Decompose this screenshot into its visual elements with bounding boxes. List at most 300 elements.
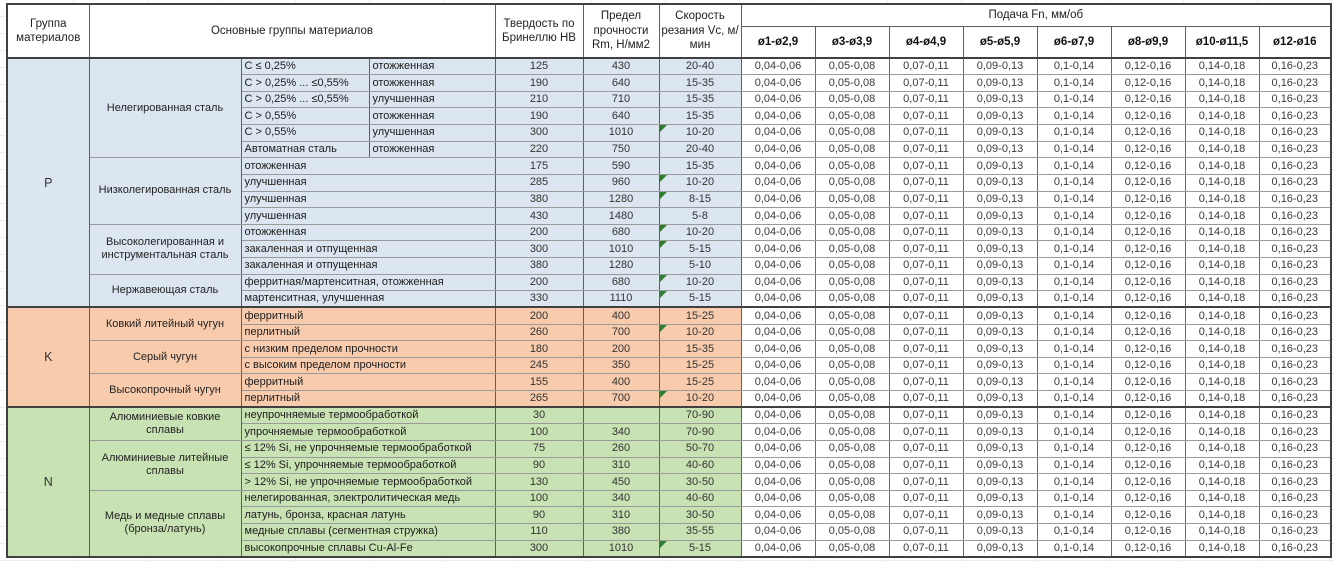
feed-value-cell[interactable]: 0,14-0,18	[1185, 391, 1259, 408]
feed-value-cell[interactable]: 0,12-0,16	[1111, 457, 1185, 474]
feed-value-cell[interactable]: 0,07-0,11	[889, 274, 963, 291]
feed-value-cell[interactable]: 0,07-0,11	[889, 75, 963, 92]
material-description-cell[interactable]: медные сплавы (сегментная стружка)	[241, 524, 495, 541]
feed-value-cell[interactable]: 0,12-0,16	[1111, 490, 1185, 507]
feed-value-cell[interactable]: 0,1-0,14	[1037, 291, 1111, 308]
material-condition-cell[interactable]: C > 0,55%	[241, 108, 369, 125]
feed-value-cell[interactable]: 0,16-0,23	[1259, 208, 1331, 225]
feed-value-cell[interactable]: 0,14-0,18	[1185, 474, 1259, 491]
strength-cell[interactable]: 640	[583, 75, 659, 92]
feed-value-cell[interactable]: 0,12-0,16	[1111, 524, 1185, 541]
strength-cell[interactable]: 310	[583, 457, 659, 474]
feed-value-cell[interactable]: 0,16-0,23	[1259, 258, 1331, 275]
material-state-cell[interactable]: отожженная	[369, 108, 495, 125]
header-diameter-8[interactable]: ø12-ø16	[1259, 26, 1331, 58]
material-description-cell[interactable]: закаленная и отпущенная	[241, 258, 495, 275]
strength-cell[interactable]	[583, 407, 659, 424]
feed-value-cell[interactable]: 0,14-0,18	[1185, 158, 1259, 175]
subgroup-name-cell[interactable]: Высокопрочный чугун	[89, 374, 241, 407]
strength-cell[interactable]: 1010	[583, 241, 659, 258]
hardness-cell[interactable]: 300	[495, 540, 583, 557]
feed-value-cell[interactable]: 0,16-0,23	[1259, 307, 1331, 324]
feed-value-cell[interactable]: 0,12-0,16	[1111, 258, 1185, 275]
feed-value-cell[interactable]: 0,1-0,14	[1037, 58, 1111, 75]
hardness-cell[interactable]: 260	[495, 324, 583, 341]
feed-value-cell[interactable]: 0,04-0,06	[741, 91, 815, 108]
feed-value-cell[interactable]: 0,04-0,06	[741, 75, 815, 92]
header-cutting-speed[interactable]: Скорость резания Vc, м/мин	[659, 4, 741, 58]
feed-value-cell[interactable]: 0,04-0,06	[741, 158, 815, 175]
feed-value-cell[interactable]: 0,09-0,13	[963, 374, 1037, 391]
hardness-cell[interactable]: 285	[495, 174, 583, 191]
feed-value-cell[interactable]: 0,16-0,23	[1259, 125, 1331, 142]
strength-cell[interactable]: 700	[583, 324, 659, 341]
feed-value-cell[interactable]: 0,16-0,23	[1259, 357, 1331, 374]
material-description-cell[interactable]: латунь, бронза, красная латунь	[241, 507, 495, 524]
group-letter-cell[interactable]: K	[7, 307, 89, 407]
feed-value-cell[interactable]: 0,05-0,08	[815, 241, 889, 258]
feed-value-cell[interactable]: 0,04-0,06	[741, 174, 815, 191]
feed-value-cell[interactable]: 0,07-0,11	[889, 457, 963, 474]
feed-value-cell[interactable]: 0,07-0,11	[889, 307, 963, 324]
feed-value-cell[interactable]: 0,04-0,06	[741, 457, 815, 474]
header-tensile-strength[interactable]: Предел прочности Rm, Н/мм2	[583, 4, 659, 58]
feed-value-cell[interactable]: 0,16-0,23	[1259, 341, 1331, 358]
feed-value-cell[interactable]: 0,16-0,23	[1259, 440, 1331, 457]
feed-value-cell[interactable]: 0,05-0,08	[815, 258, 889, 275]
material-state-cell[interactable]: улучшенная	[369, 125, 495, 142]
feed-value-cell[interactable]: 0,1-0,14	[1037, 91, 1111, 108]
material-description-cell[interactable]: улучшенная	[241, 174, 495, 191]
feed-value-cell[interactable]: 0,05-0,08	[815, 391, 889, 408]
hardness-cell[interactable]: 155	[495, 374, 583, 391]
hardness-cell[interactable]: 380	[495, 258, 583, 275]
feed-value-cell[interactable]: 0,16-0,23	[1259, 75, 1331, 92]
feed-value-cell[interactable]: 0,1-0,14	[1037, 424, 1111, 441]
feed-value-cell[interactable]: 0,12-0,16	[1111, 407, 1185, 424]
feed-value-cell[interactable]: 0,04-0,06	[741, 108, 815, 125]
feed-value-cell[interactable]: 0,07-0,11	[889, 208, 963, 225]
feed-value-cell[interactable]: 0,04-0,06	[741, 307, 815, 324]
feed-value-cell[interactable]: 0,1-0,14	[1037, 158, 1111, 175]
material-condition-cell[interactable]: C ≤ 0,25%	[241, 58, 369, 75]
feed-value-cell[interactable]: 0,14-0,18	[1185, 524, 1259, 541]
feed-value-cell[interactable]: 0,14-0,18	[1185, 307, 1259, 324]
feed-value-cell[interactable]: 0,14-0,18	[1185, 108, 1259, 125]
material-description-cell[interactable]: отожженная	[241, 158, 495, 175]
feed-value-cell[interactable]: 0,09-0,13	[963, 91, 1037, 108]
cutting-speed-cell[interactable]: 30-50	[659, 474, 741, 491]
feed-value-cell[interactable]: 0,07-0,11	[889, 258, 963, 275]
feed-value-cell[interactable]: 0,1-0,14	[1037, 208, 1111, 225]
feed-value-cell[interactable]: 0,04-0,06	[741, 241, 815, 258]
subgroup-name-cell[interactable]: Ковкий литейный чугун	[89, 307, 241, 340]
strength-cell[interactable]: 400	[583, 307, 659, 324]
header-diameter-4[interactable]: ø5-ø5,9	[963, 26, 1037, 58]
hardness-cell[interactable]: 380	[495, 191, 583, 208]
feed-value-cell[interactable]: 0,16-0,23	[1259, 424, 1331, 441]
feed-value-cell[interactable]: 0,04-0,06	[741, 291, 815, 308]
feed-value-cell[interactable]: 0,1-0,14	[1037, 324, 1111, 341]
feed-value-cell[interactable]: 0,14-0,18	[1185, 540, 1259, 557]
feed-value-cell[interactable]: 0,09-0,13	[963, 324, 1037, 341]
strength-cell[interactable]: 350	[583, 357, 659, 374]
feed-value-cell[interactable]: 0,1-0,14	[1037, 407, 1111, 424]
feed-value-cell[interactable]: 0,09-0,13	[963, 108, 1037, 125]
cutting-speed-cell[interactable]: 5-15	[659, 540, 741, 557]
header-diameter-2[interactable]: ø3-ø3,9	[815, 26, 889, 58]
feed-value-cell[interactable]: 0,1-0,14	[1037, 391, 1111, 408]
feed-value-cell[interactable]: 0,16-0,23	[1259, 540, 1331, 557]
feed-value-cell[interactable]: 0,04-0,06	[741, 474, 815, 491]
material-description-cell[interactable]: ферритная/мартенситная, отожженная	[241, 274, 495, 291]
material-description-cell[interactable]: высокопрочные сплавы Cu-Al-Fe	[241, 540, 495, 557]
feed-value-cell[interactable]: 0,14-0,18	[1185, 424, 1259, 441]
feed-value-cell[interactable]: 0,14-0,18	[1185, 440, 1259, 457]
feed-value-cell[interactable]: 0,1-0,14	[1037, 374, 1111, 391]
material-description-cell[interactable]: неупрочняемые термообработкой	[241, 407, 495, 424]
feed-value-cell[interactable]: 0,07-0,11	[889, 58, 963, 75]
subgroup-name-cell[interactable]: Алюминиевые ковкие сплавы	[89, 407, 241, 440]
hardness-cell[interactable]: 245	[495, 357, 583, 374]
feed-value-cell[interactable]: 0,09-0,13	[963, 524, 1037, 541]
feed-value-cell[interactable]: 0,16-0,23	[1259, 507, 1331, 524]
hardness-cell[interactable]: 200	[495, 224, 583, 241]
feed-value-cell[interactable]: 0,1-0,14	[1037, 274, 1111, 291]
feed-value-cell[interactable]: 0,04-0,06	[741, 258, 815, 275]
feed-value-cell[interactable]: 0,16-0,23	[1259, 174, 1331, 191]
feed-value-cell[interactable]: 0,04-0,06	[741, 324, 815, 341]
feed-value-cell[interactable]: 0,05-0,08	[815, 540, 889, 557]
feed-value-cell[interactable]: 0,09-0,13	[963, 174, 1037, 191]
feed-value-cell[interactable]: 0,12-0,16	[1111, 424, 1185, 441]
strength-cell[interactable]: 640	[583, 108, 659, 125]
feed-value-cell[interactable]: 0,1-0,14	[1037, 108, 1111, 125]
feed-value-cell[interactable]: 0,14-0,18	[1185, 274, 1259, 291]
feed-value-cell[interactable]: 0,1-0,14	[1037, 125, 1111, 142]
material-state-cell[interactable]: отожженная	[369, 75, 495, 92]
feed-value-cell[interactable]: 0,05-0,08	[815, 307, 889, 324]
feed-value-cell[interactable]: 0,05-0,08	[815, 274, 889, 291]
cutting-speed-cell[interactable]: 10-20	[659, 224, 741, 241]
feed-value-cell[interactable]: 0,12-0,16	[1111, 125, 1185, 142]
hardness-cell[interactable]: 110	[495, 524, 583, 541]
feed-value-cell[interactable]: 0,07-0,11	[889, 391, 963, 408]
feed-value-cell[interactable]: 0,07-0,11	[889, 241, 963, 258]
feed-value-cell[interactable]: 0,14-0,18	[1185, 374, 1259, 391]
feed-value-cell[interactable]: 0,16-0,23	[1259, 241, 1331, 258]
feed-value-cell[interactable]: 0,09-0,13	[963, 291, 1037, 308]
feed-value-cell[interactable]: 0,1-0,14	[1037, 524, 1111, 541]
feed-value-cell[interactable]: 0,05-0,08	[815, 474, 889, 491]
material-state-cell[interactable]: отожженная	[369, 58, 495, 75]
material-description-cell[interactable]: ≤ 12% Si, не упрочняемые термообработкой	[241, 440, 495, 457]
feed-value-cell[interactable]: 0,04-0,06	[741, 374, 815, 391]
feed-value-cell[interactable]: 0,12-0,16	[1111, 75, 1185, 92]
hardness-cell[interactable]: 220	[495, 141, 583, 158]
strength-cell[interactable]: 960	[583, 174, 659, 191]
header-feed-group[interactable]: Подача Fn, мм/об	[741, 4, 1331, 26]
strength-cell[interactable]: 1480	[583, 208, 659, 225]
feed-value-cell[interactable]: 0,1-0,14	[1037, 490, 1111, 507]
feed-value-cell[interactable]: 0,09-0,13	[963, 507, 1037, 524]
feed-value-cell[interactable]: 0,07-0,11	[889, 507, 963, 524]
feed-value-cell[interactable]: 0,16-0,23	[1259, 457, 1331, 474]
feed-value-cell[interactable]: 0,05-0,08	[815, 490, 889, 507]
strength-cell[interactable]: 340	[583, 424, 659, 441]
cutting-speed-cell[interactable]: 70-90	[659, 424, 741, 441]
feed-value-cell[interactable]: 0,16-0,23	[1259, 474, 1331, 491]
strength-cell[interactable]: 700	[583, 391, 659, 408]
feed-value-cell[interactable]: 0,1-0,14	[1037, 241, 1111, 258]
feed-value-cell[interactable]: 0,04-0,06	[741, 274, 815, 291]
cutting-speed-cell[interactable]: 15-25	[659, 357, 741, 374]
feed-value-cell[interactable]: 0,12-0,16	[1111, 474, 1185, 491]
strength-cell[interactable]: 430	[583, 58, 659, 75]
feed-value-cell[interactable]: 0,04-0,06	[741, 440, 815, 457]
strength-cell[interactable]: 200	[583, 341, 659, 358]
cutting-speed-cell[interactable]: 20-40	[659, 141, 741, 158]
feed-value-cell[interactable]: 0,12-0,16	[1111, 374, 1185, 391]
feed-value-cell[interactable]: 0,05-0,08	[815, 341, 889, 358]
header-diameter-1[interactable]: ø1-ø2,9	[741, 26, 815, 58]
feed-value-cell[interactable]: 0,05-0,08	[815, 424, 889, 441]
feed-value-cell[interactable]: 0,1-0,14	[1037, 307, 1111, 324]
feed-value-cell[interactable]: 0,14-0,18	[1185, 75, 1259, 92]
hardness-cell[interactable]: 330	[495, 291, 583, 308]
material-description-cell[interactable]: ферритный	[241, 374, 495, 391]
feed-value-cell[interactable]: 0,05-0,08	[815, 324, 889, 341]
header-diameter-7[interactable]: ø10-ø11,5	[1185, 26, 1259, 58]
strength-cell[interactable]: 1110	[583, 291, 659, 308]
feed-value-cell[interactable]: 0,05-0,08	[815, 357, 889, 374]
cutting-speed-cell[interactable]: 35-55	[659, 524, 741, 541]
feed-value-cell[interactable]: 0,1-0,14	[1037, 457, 1111, 474]
cutting-speed-cell[interactable]: 10-20	[659, 274, 741, 291]
feed-value-cell[interactable]: 0,07-0,11	[889, 125, 963, 142]
cutting-speed-cell[interactable]: 15-25	[659, 374, 741, 391]
header-diameter-3[interactable]: ø4-ø4,9	[889, 26, 963, 58]
feed-value-cell[interactable]: 0,07-0,11	[889, 91, 963, 108]
feed-value-cell[interactable]: 0,07-0,11	[889, 540, 963, 557]
feed-value-cell[interactable]: 0,07-0,11	[889, 374, 963, 391]
feed-value-cell[interactable]: 0,09-0,13	[963, 75, 1037, 92]
feed-value-cell[interactable]: 0,05-0,08	[815, 507, 889, 524]
feed-value-cell[interactable]: 0,09-0,13	[963, 141, 1037, 158]
feed-value-cell[interactable]: 0,04-0,06	[741, 341, 815, 358]
cutting-speed-cell[interactable]: 15-35	[659, 341, 741, 358]
hardness-cell[interactable]: 200	[495, 274, 583, 291]
feed-value-cell[interactable]: 0,05-0,08	[815, 374, 889, 391]
cutting-speed-cell[interactable]: 70-90	[659, 407, 741, 424]
cutting-speed-cell[interactable]: 10-20	[659, 174, 741, 191]
hardness-cell[interactable]: 265	[495, 391, 583, 408]
feed-value-cell[interactable]: 0,1-0,14	[1037, 191, 1111, 208]
feed-value-cell[interactable]: 0,09-0,13	[963, 158, 1037, 175]
feed-value-cell[interactable]: 0,07-0,11	[889, 440, 963, 457]
hardness-cell[interactable]: 210	[495, 91, 583, 108]
strength-cell[interactable]: 400	[583, 374, 659, 391]
strength-cell[interactable]: 380	[583, 524, 659, 541]
feed-value-cell[interactable]: 0,04-0,06	[741, 58, 815, 75]
material-description-cell[interactable]: ферритный	[241, 307, 495, 324]
material-description-cell[interactable]: с высоким пределом прочности	[241, 357, 495, 374]
feed-value-cell[interactable]: 0,12-0,16	[1111, 391, 1185, 408]
feed-value-cell[interactable]: 0,14-0,18	[1185, 357, 1259, 374]
feed-value-cell[interactable]: 0,16-0,23	[1259, 191, 1331, 208]
feed-value-cell[interactable]: 0,05-0,08	[815, 58, 889, 75]
feed-value-cell[interactable]: 0,16-0,23	[1259, 108, 1331, 125]
header-brinell-hardness[interactable]: Твердость по Бринеллю НВ	[495, 4, 583, 58]
hardness-cell[interactable]: 430	[495, 208, 583, 225]
cutting-speed-cell[interactable]: 50-70	[659, 440, 741, 457]
feed-value-cell[interactable]: 0,14-0,18	[1185, 507, 1259, 524]
feed-value-cell[interactable]: 0,14-0,18	[1185, 174, 1259, 191]
feed-value-cell[interactable]: 0,05-0,08	[815, 208, 889, 225]
strength-cell[interactable]: 340	[583, 490, 659, 507]
material-condition-cell[interactable]: C > 0,55%	[241, 125, 369, 142]
feed-value-cell[interactable]: 0,07-0,11	[889, 490, 963, 507]
feed-value-cell[interactable]: 0,12-0,16	[1111, 58, 1185, 75]
cutting-speed-cell[interactable]: 15-25	[659, 307, 741, 324]
feed-value-cell[interactable]: 0,09-0,13	[963, 341, 1037, 358]
feed-value-cell[interactable]: 0,05-0,08	[815, 291, 889, 308]
feed-value-cell[interactable]: 0,14-0,18	[1185, 324, 1259, 341]
feed-value-cell[interactable]: 0,12-0,16	[1111, 158, 1185, 175]
group-letter-cell[interactable]: N	[7, 407, 89, 557]
feed-value-cell[interactable]: 0,05-0,08	[815, 91, 889, 108]
feed-value-cell[interactable]: 0,12-0,16	[1111, 91, 1185, 108]
feed-value-cell[interactable]: 0,04-0,06	[741, 191, 815, 208]
subgroup-name-cell[interactable]: Нержавеющая сталь	[89, 274, 241, 307]
hardness-cell[interactable]: 90	[495, 457, 583, 474]
feed-value-cell[interactable]: 0,12-0,16	[1111, 208, 1185, 225]
feed-value-cell[interactable]: 0,07-0,11	[889, 357, 963, 374]
feed-value-cell[interactable]: 0,12-0,16	[1111, 324, 1185, 341]
cutting-speed-cell[interactable]: 15-35	[659, 158, 741, 175]
feed-value-cell[interactable]: 0,04-0,06	[741, 391, 815, 408]
feed-value-cell[interactable]: 0,12-0,16	[1111, 440, 1185, 457]
material-condition-cell[interactable]: C > 0,25% ... ≤0,55%	[241, 91, 369, 108]
feed-value-cell[interactable]: 0,09-0,13	[963, 58, 1037, 75]
feed-value-cell[interactable]: 0,05-0,08	[815, 158, 889, 175]
material-description-cell[interactable]: ≤ 12% Si, упрочняемые термообработкой	[241, 457, 495, 474]
feed-value-cell[interactable]: 0,12-0,16	[1111, 141, 1185, 158]
hardness-cell[interactable]: 125	[495, 58, 583, 75]
hardness-cell[interactable]: 300	[495, 241, 583, 258]
feed-value-cell[interactable]: 0,12-0,16	[1111, 540, 1185, 557]
material-state-cell[interactable]: улучшенная	[369, 91, 495, 108]
feed-value-cell[interactable]: 0,14-0,18	[1185, 341, 1259, 358]
feed-value-cell[interactable]: 0,07-0,11	[889, 108, 963, 125]
strength-cell[interactable]: 1010	[583, 540, 659, 557]
feed-value-cell[interactable]: 0,05-0,08	[815, 75, 889, 92]
cutting-speed-cell[interactable]: 15-35	[659, 75, 741, 92]
feed-value-cell[interactable]: 0,05-0,08	[815, 407, 889, 424]
feed-value-cell[interactable]: 0,14-0,18	[1185, 457, 1259, 474]
cutting-speed-cell[interactable]: 8-15	[659, 191, 741, 208]
cutting-speed-cell[interactable]: 10-20	[659, 324, 741, 341]
feed-value-cell[interactable]: 0,05-0,08	[815, 224, 889, 241]
strength-cell[interactable]: 680	[583, 274, 659, 291]
feed-value-cell[interactable]: 0,16-0,23	[1259, 58, 1331, 75]
feed-value-cell[interactable]: 0,1-0,14	[1037, 474, 1111, 491]
subgroup-name-cell[interactable]: Медь и медные сплавы (бронза/латунь)	[89, 490, 241, 557]
material-description-cell[interactable]: закаленная и отпущенная	[241, 241, 495, 258]
feed-value-cell[interactable]: 0,14-0,18	[1185, 241, 1259, 258]
hardness-cell[interactable]: 100	[495, 424, 583, 441]
cutting-speed-cell[interactable]: 10-20	[659, 391, 741, 408]
strength-cell[interactable]: 1280	[583, 258, 659, 275]
strength-cell[interactable]: 1010	[583, 125, 659, 142]
cutting-speed-cell[interactable]: 10-20	[659, 125, 741, 142]
feed-value-cell[interactable]: 0,04-0,06	[741, 357, 815, 374]
feed-value-cell[interactable]: 0,16-0,23	[1259, 490, 1331, 507]
material-description-cell[interactable]: улучшенная	[241, 191, 495, 208]
feed-value-cell[interactable]: 0,07-0,11	[889, 324, 963, 341]
feed-value-cell[interactable]: 0,14-0,18	[1185, 58, 1259, 75]
cutting-speed-cell[interactable]: 40-60	[659, 490, 741, 507]
feed-value-cell[interactable]: 0,07-0,11	[889, 407, 963, 424]
strength-cell[interactable]: 590	[583, 158, 659, 175]
feed-value-cell[interactable]: 0,14-0,18	[1185, 141, 1259, 158]
group-letter-cell[interactable]: P	[7, 58, 89, 307]
feed-value-cell[interactable]: 0,07-0,11	[889, 341, 963, 358]
subgroup-name-cell[interactable]: Алюминиевые литейные сплавы	[89, 440, 241, 490]
feed-value-cell[interactable]: 0,09-0,13	[963, 258, 1037, 275]
feed-value-cell[interactable]: 0,1-0,14	[1037, 357, 1111, 374]
feed-value-cell[interactable]: 0,09-0,13	[963, 357, 1037, 374]
feed-value-cell[interactable]: 0,04-0,06	[741, 208, 815, 225]
feed-value-cell[interactable]: 0,05-0,08	[815, 108, 889, 125]
cutting-speed-cell[interactable]: 5-15	[659, 241, 741, 258]
feed-value-cell[interactable]: 0,09-0,13	[963, 457, 1037, 474]
feed-value-cell[interactable]: 0,09-0,13	[963, 424, 1037, 441]
feed-value-cell[interactable]: 0,04-0,06	[741, 407, 815, 424]
material-description-cell[interactable]: мартенситная, улучшенная	[241, 291, 495, 308]
feed-value-cell[interactable]: 0,16-0,23	[1259, 291, 1331, 308]
feed-value-cell[interactable]: 0,16-0,23	[1259, 158, 1331, 175]
feed-value-cell[interactable]: 0,09-0,13	[963, 540, 1037, 557]
material-description-cell[interactable]: с низким пределом прочности	[241, 341, 495, 358]
feed-value-cell[interactable]: 0,12-0,16	[1111, 507, 1185, 524]
feed-value-cell[interactable]: 0,04-0,06	[741, 540, 815, 557]
subgroup-name-cell[interactable]: Высоколегированная и инструментальная сталь	[89, 224, 241, 274]
feed-value-cell[interactable]: 0,09-0,13	[963, 474, 1037, 491]
hardness-cell[interactable]: 130	[495, 474, 583, 491]
feed-value-cell[interactable]: 0,07-0,11	[889, 474, 963, 491]
feed-value-cell[interactable]: 0,12-0,16	[1111, 108, 1185, 125]
feed-value-cell[interactable]: 0,16-0,23	[1259, 224, 1331, 241]
cutting-speed-cell[interactable]: 15-35	[659, 91, 741, 108]
feed-value-cell[interactable]: 0,16-0,23	[1259, 141, 1331, 158]
feed-value-cell[interactable]: 0,12-0,16	[1111, 224, 1185, 241]
feed-value-cell[interactable]: 0,12-0,16	[1111, 307, 1185, 324]
feed-value-cell[interactable]: 0,07-0,11	[889, 224, 963, 241]
feed-value-cell[interactable]: 0,05-0,08	[815, 174, 889, 191]
hardness-cell[interactable]: 300	[495, 125, 583, 142]
feed-value-cell[interactable]: 0,1-0,14	[1037, 507, 1111, 524]
strength-cell[interactable]: 310	[583, 507, 659, 524]
feed-value-cell[interactable]: 0,04-0,06	[741, 141, 815, 158]
header-main-material-groups[interactable]: Основные группы материалов	[89, 4, 495, 58]
feed-value-cell[interactable]: 0,1-0,14	[1037, 224, 1111, 241]
hardness-cell[interactable]: 190	[495, 108, 583, 125]
feed-value-cell[interactable]: 0,12-0,16	[1111, 174, 1185, 191]
feed-value-cell[interactable]: 0,14-0,18	[1185, 490, 1259, 507]
feed-value-cell[interactable]: 0,09-0,13	[963, 307, 1037, 324]
cutting-speed-cell[interactable]: 5-15	[659, 291, 741, 308]
